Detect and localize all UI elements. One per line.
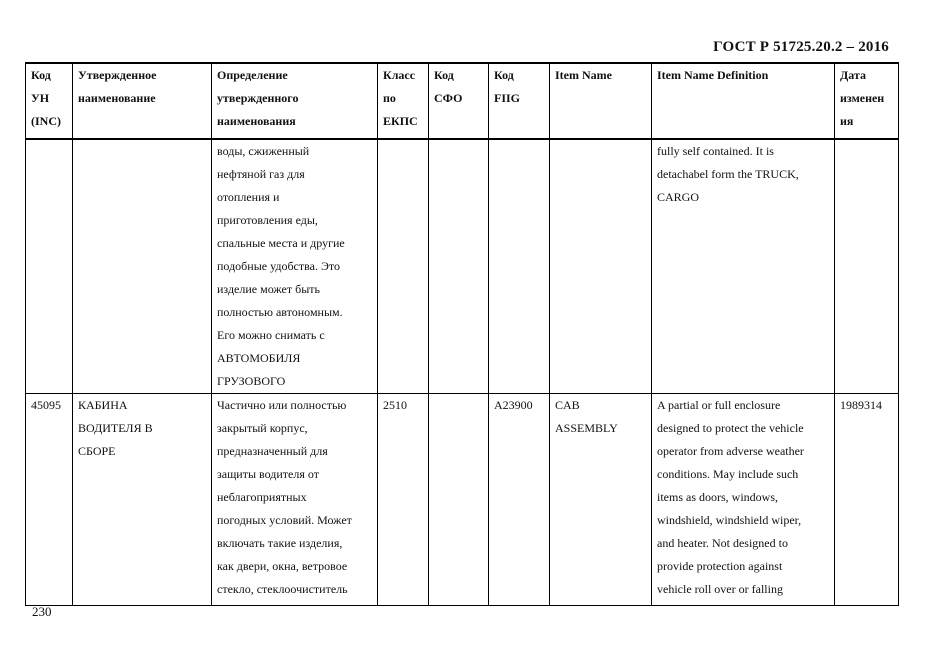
column-header-change-date: Дата изменен ия bbox=[835, 63, 899, 139]
cell-item-name-definition: A partial or full enclosure designed to protect the vehicle operator from adverse weather conditions. May include such items as doors, windows, windshield, windshield wiper, and heater. Not designed to provide protection against vehicle roll over or falling bbox=[652, 394, 835, 606]
page-number: 230 bbox=[32, 604, 52, 619]
cell-fiig-code: A23900 bbox=[489, 394, 550, 606]
column-header-definition-ru: Определение утвержденного наименования bbox=[212, 63, 378, 139]
column-header-ekps-class: Класс по ЕКПС bbox=[378, 63, 429, 139]
cell-inc bbox=[26, 139, 73, 394]
cell-item-name: CAB ASSEMBLY bbox=[550, 394, 652, 606]
cell-fiig-code bbox=[489, 139, 550, 394]
column-header-sfo-code: Код СФО bbox=[429, 63, 489, 139]
cell-item-name-definition: fully self contained. It is detachabel form the TRUCK, CARGO bbox=[652, 139, 835, 394]
column-header-approved-name: Утвержденное наименование bbox=[73, 63, 212, 139]
cell-approved-name: КАБИНА ВОДИТЕЛЯ В СБОРЕ bbox=[73, 394, 212, 606]
nomenclature-table bbox=[25, 62, 899, 606]
cell-sfo-code bbox=[429, 394, 489, 606]
column-header-item-name-definition: Item Name Definition bbox=[652, 63, 835, 139]
table-row bbox=[26, 394, 899, 606]
cell-approved-name bbox=[73, 139, 212, 394]
table-row bbox=[26, 139, 899, 394]
column-header-inc: Код УН (INC) bbox=[26, 63, 73, 139]
cell-change-date: 1989314 bbox=[835, 394, 899, 606]
cell-change-date bbox=[835, 139, 899, 394]
cell-definition-ru: воды, сжиженный нефтяной газ для отопления и приготовления еды, спальные места и другие подобные удобства. Это изделие может быть полностью автономным. Его можно снимать с АВТОМОБИЛЯ ГРУЗОВОГО bbox=[212, 139, 378, 394]
cell-sfo-code bbox=[429, 139, 489, 394]
column-header-fiig-code: Код FIIG bbox=[489, 63, 550, 139]
cell-item-name bbox=[550, 139, 652, 394]
cell-ekps-class: 2510 bbox=[378, 394, 429, 606]
cell-inc: 45095 bbox=[26, 394, 73, 606]
document-title: ГОСТ Р 51725.20.2 – 2016 bbox=[713, 39, 889, 55]
table-header-row bbox=[26, 63, 899, 139]
cell-definition-ru: Частично или полностью закрытый корпус, предназначенный для защиты водителя от неблагоприятных погодных условий. Может включать такие изделия, как двери, окна, ветровое стекло, стеклоочиститель bbox=[212, 394, 378, 606]
column-header-item-name: Item Name bbox=[550, 63, 652, 139]
cell-ekps-class bbox=[378, 139, 429, 394]
